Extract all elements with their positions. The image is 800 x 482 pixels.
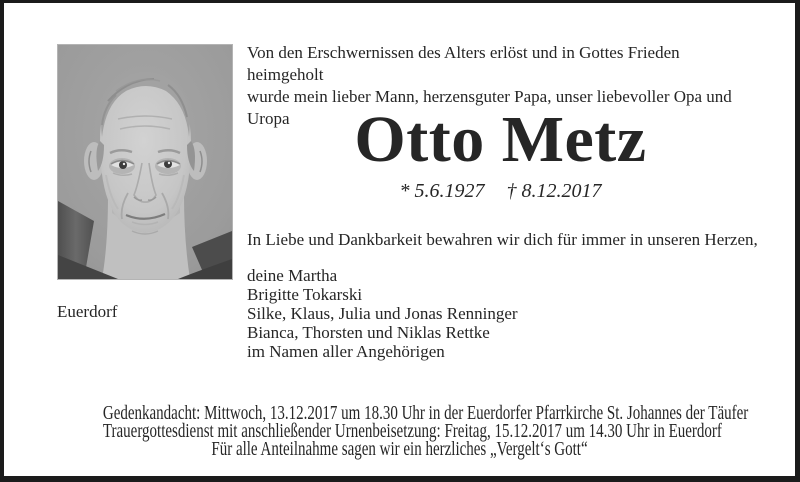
- tribute-text: In Liebe und Dankbarkeit bewahren wir dich für immer in unseren Herzen,: [247, 230, 758, 249]
- deceased-name: Otto Metz: [354, 103, 647, 176]
- location-label: Euerdorf: [57, 302, 118, 321]
- mourner-line: Bianca, Thorsten und Niklas Rettke: [247, 323, 490, 342]
- portrait-photo: [57, 44, 233, 280]
- mourner-line: im Namen aller Angehörigen: [247, 342, 445, 361]
- mourner-line: Silke, Klaus, Julia und Jonas Renninger: [247, 304, 518, 323]
- service-line: Gedenkandacht: Mittwoch, 13.12.2017 um 18.30 Uhr in der Euerdorfer Pfarrkirche St. Johannes der Täufer: [102, 402, 749, 424]
- service-line: Trauergottesdienst mit anschließender Urnenbeisetzung: Freitag, 15.12.2017 um 14.30 Uhr in Euerdorf: [102, 420, 722, 442]
- service-information: [4, 404, 795, 458]
- portrait-illustration: [58, 45, 232, 279]
- life-dates: [247, 179, 754, 203]
- intro-line: wurde mein lieber Mann, herzensguter Papa, unser liebevoller Opa und Uropa: [247, 87, 732, 128]
- death-date: † 8.12.2017: [506, 180, 602, 202]
- mourner-line: Brigitte Tokarski: [247, 285, 363, 304]
- mourner-line: deine Martha: [247, 266, 338, 285]
- mourners-list: [247, 266, 759, 361]
- service-line: Für alle Anteilnahme sagen wir ein herzliches „Vergelt‘s Gott“: [211, 438, 588, 460]
- notice-content: [4, 3, 795, 476]
- birth-date: * 5.6.1927: [399, 180, 485, 202]
- intro-line: Von den Erschwernissen des Alters erlöst und in Gottes Frieden heimgeholt: [247, 43, 680, 84]
